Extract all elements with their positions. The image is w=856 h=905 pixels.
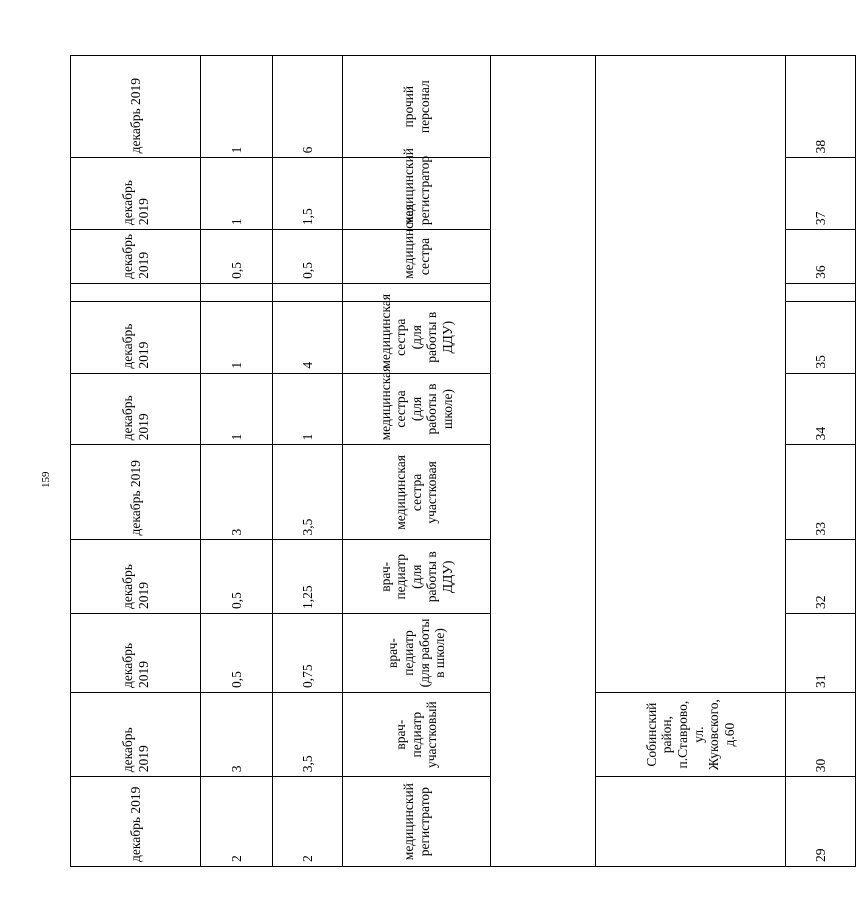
table-cell-num: 35 xyxy=(786,301,856,373)
table-cell-count_b: 0,5 xyxy=(201,230,273,284)
table-cell-count_a: 3,5 xyxy=(273,692,343,776)
table-cell-num: 30 xyxy=(786,692,856,776)
table-cell-num: 31 xyxy=(786,614,856,693)
address-empty-span xyxy=(596,56,786,693)
table-body xyxy=(71,56,856,867)
table-cell-num: 38 xyxy=(786,56,856,158)
table-cell-count_b: 1 xyxy=(201,56,273,158)
spacer-cell xyxy=(201,283,273,301)
table-cell-count_a: 6 xyxy=(273,56,343,158)
table-cell-position: врач-педиатр (для работы в школе) xyxy=(343,614,491,693)
table-cell-date: декабрь 2019 xyxy=(71,614,201,693)
table-cell-date: декабрь 2019 xyxy=(71,540,201,614)
table-cell-date: декабрь 2019 xyxy=(71,373,201,445)
table-row-date xyxy=(71,56,201,867)
table-cell-date: декабрь 2019 xyxy=(71,692,201,776)
table-cell-position: медицинская сестра (для работы в школе) xyxy=(343,373,491,445)
table-cell-count_a: 3,5 xyxy=(273,445,343,540)
spacer-cell xyxy=(71,283,201,301)
table-cell-count_a: 4 xyxy=(273,301,343,373)
staffing-table xyxy=(70,55,856,867)
table-cell-position: прочий персонал xyxy=(343,56,491,158)
page-number: 159 xyxy=(40,471,52,488)
table-cell-date: декабрь 2019 xyxy=(71,445,201,540)
table-cell-count_a: 1,25 xyxy=(273,540,343,614)
table-row-count_b xyxy=(201,56,273,867)
table-cell-date: декабрь 2019 xyxy=(71,777,201,867)
table-cell-position: медицинский регистратор xyxy=(343,777,491,867)
table-cell-count_a: 2 xyxy=(273,777,343,867)
table-cell-num: 29 xyxy=(786,777,856,867)
table-cell-position: медицинский регистратор xyxy=(343,158,491,230)
table-cell-num: 36 xyxy=(786,230,856,284)
spacer-cell xyxy=(273,283,343,301)
table-cell-position: врач-педиатр (для работы в ДДУ) xyxy=(343,540,491,614)
table-cell-count_a: 0,75 xyxy=(273,614,343,693)
table-cell-count_a: 0,5 xyxy=(273,230,343,284)
table-cell-count_b: 1 xyxy=(201,158,273,230)
table-cell-position: медицинская сестра участковая xyxy=(343,445,491,540)
blank-cell xyxy=(491,56,596,867)
table-cell-count_b: 2 xyxy=(201,777,273,867)
table-cell-address xyxy=(596,777,786,867)
table-row-blank xyxy=(491,56,596,867)
table-cell-date: декабрь 2019 xyxy=(71,56,201,158)
table-cell-count_b: 1 xyxy=(201,301,273,373)
table-row-position xyxy=(343,56,491,867)
spacer-cell xyxy=(786,283,856,301)
table-cell-position: медицинская сестра xyxy=(343,230,491,284)
spacer-cell xyxy=(343,283,491,301)
table-cell-position: врач-педиатр участковый xyxy=(343,692,491,776)
table-cell-num: 34 xyxy=(786,373,856,445)
table-row-num xyxy=(786,56,856,867)
table-cell-position: медицинская сестра (для работы в ДДУ) xyxy=(343,301,491,373)
table-cell-count_b: 1 xyxy=(201,373,273,445)
table-cell-count_b: 0,5 xyxy=(201,614,273,693)
table-row-address xyxy=(596,56,786,867)
table-row-count_a xyxy=(273,56,343,867)
table-cell-num: 37 xyxy=(786,158,856,230)
table-cell-count_a: 1,5 xyxy=(273,158,343,230)
table-cell-num: 33 xyxy=(786,445,856,540)
table-cell-num: 32 xyxy=(786,540,856,614)
table-cell-date: декабрь 2019 xyxy=(71,230,201,284)
table-cell-count_b: 3 xyxy=(201,445,273,540)
address-cell: Собинский район, п.Ставрово, ул. Жуковского, д.60 xyxy=(596,692,786,776)
table-cell-count_b: 3 xyxy=(201,692,273,776)
table-cell-date: декабрь 2019 xyxy=(71,158,201,230)
table-cell-count_b: 0,5 xyxy=(201,540,273,614)
table-cell-count_a: 1 xyxy=(273,373,343,445)
table-container xyxy=(70,55,828,867)
table-cell-date: декабрь 2019 xyxy=(71,301,201,373)
